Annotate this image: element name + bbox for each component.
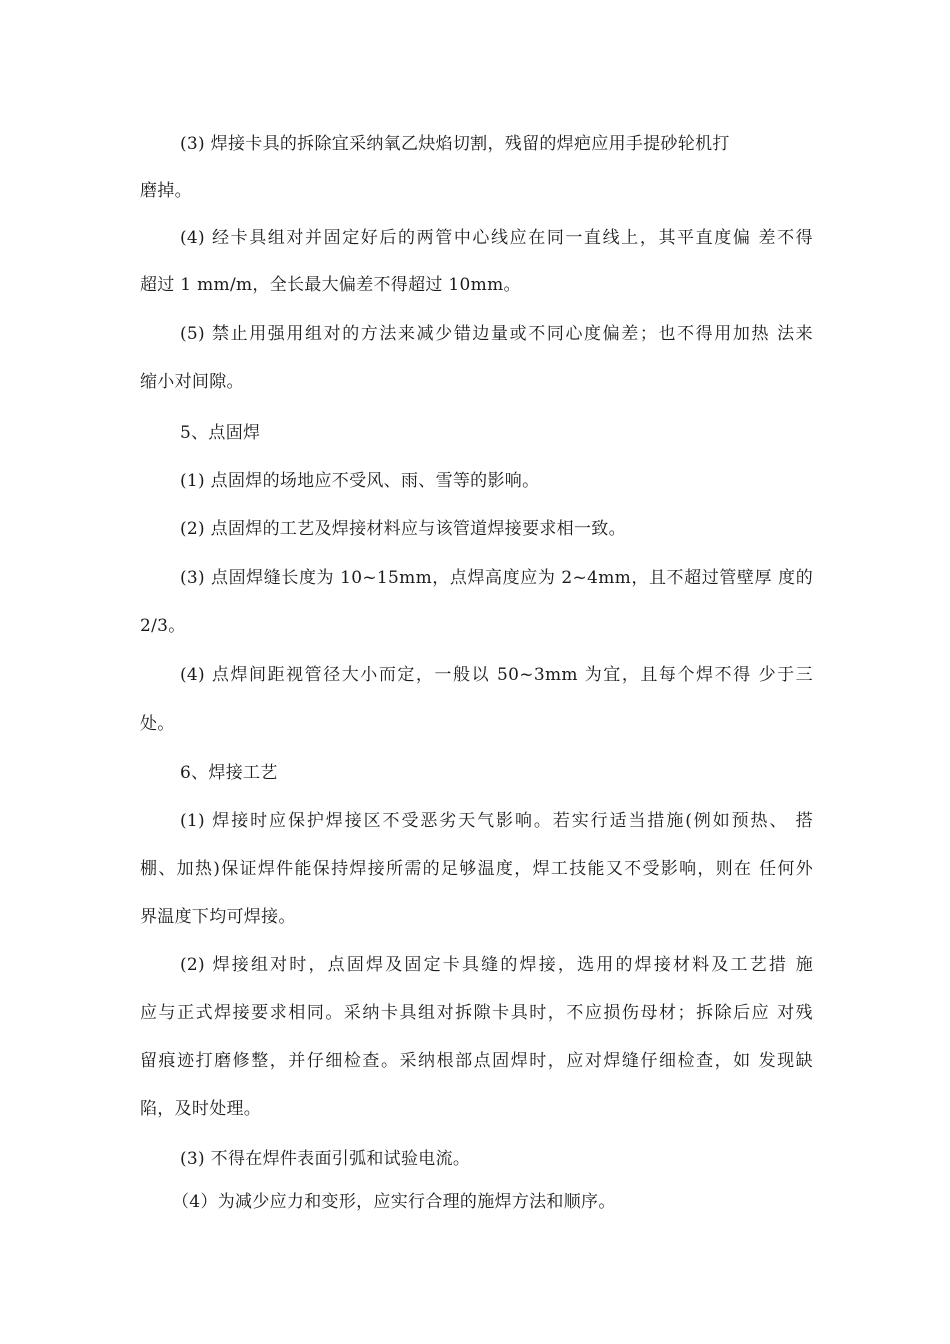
sec6-item-2-line-2: 应与正式焊接要求相同。采纳卡具组对拆隙卡具时，不应损伤母材；拆除后应 对残	[140, 1003, 813, 1023]
section-5-heading: 5、点固焊	[180, 423, 261, 443]
sec6-item-3: (3) 不得在焊件表面引弧和试验电流。	[180, 1149, 471, 1169]
para-5-forced-fit-line-1: (5) 禁止用强用组对的方法来减少错边量或不同心度偏差；也不得用加热 法来	[180, 324, 813, 344]
sec6-item-1-line-2: 棚、加热)保证焊件能保持焊接所需的足够温度，焊工技能又不受影响，则在 任何外	[140, 859, 813, 879]
para-5-forced-fit-line-2: 缩小对间隙。	[140, 372, 244, 392]
sec5-item-3-line-1: (3) 点固焊缝长度为 10~15mm，点焊高度应为 2~4mm，且不超过管壁厚 度的	[180, 568, 813, 588]
section-6-heading: 6、焊接工艺	[180, 763, 278, 783]
sec5-item-4-line-1: (4) 点焊间距视管径大小而定，一般以 50~3mm 为宜，且每个焊不得 少于三	[180, 665, 813, 685]
sec5-item-3-line-2: 2/3。	[140, 616, 186, 636]
sec6-item-2-line-4: 陷，及时处理。	[140, 1099, 262, 1119]
sec6-item-2-line-1: (2) 焊接组对时，点固焊及固定卡具缝的焊接，选用的焊接材料及工艺措 施	[180, 955, 813, 975]
para-3-clamp-removal-line-1: (3) 焊接卡具的拆除宜采纳氧乙炔焰切割，残留的焊疤应用手提砂轮机打	[180, 134, 730, 154]
sec6-item-1-line-3: 界温度下均可焊接。	[140, 907, 296, 927]
sec5-item-4-line-2: 处。	[140, 714, 175, 734]
para-4-alignment-line-2: 超过 1 mm/m，全长最大偏差不得超过 10mm。	[140, 275, 521, 295]
sec5-item-2: (2) 点固焊的工艺及焊接材料应与该管道焊接要求相一致。	[180, 519, 626, 539]
para-4-alignment-line-1: (4) 经卡具组对并固定好后的两管中心线应在同一直线上，其平直度偏 差不得	[180, 228, 813, 248]
sec6-item-4: （4）为减少应力和变形，应实行合理的施焊方法和顺序。	[172, 1192, 616, 1212]
sec6-item-2-line-3: 留痕迹打磨修整，并仔细检查。采纳根部点固焊时，应对焊缝仔细检查，如 发现缺	[140, 1051, 813, 1071]
sec5-item-1: (1) 点固焊的场地应不受风、雨、雪等的影响。	[180, 471, 540, 491]
para-3-clamp-removal-line-2: 磨掉。	[140, 181, 192, 201]
sec6-item-1-line-1: (1) 焊接时应保护焊接区不受恶劣天气影响。若实行适当措施(例如预热、 搭	[180, 811, 813, 831]
